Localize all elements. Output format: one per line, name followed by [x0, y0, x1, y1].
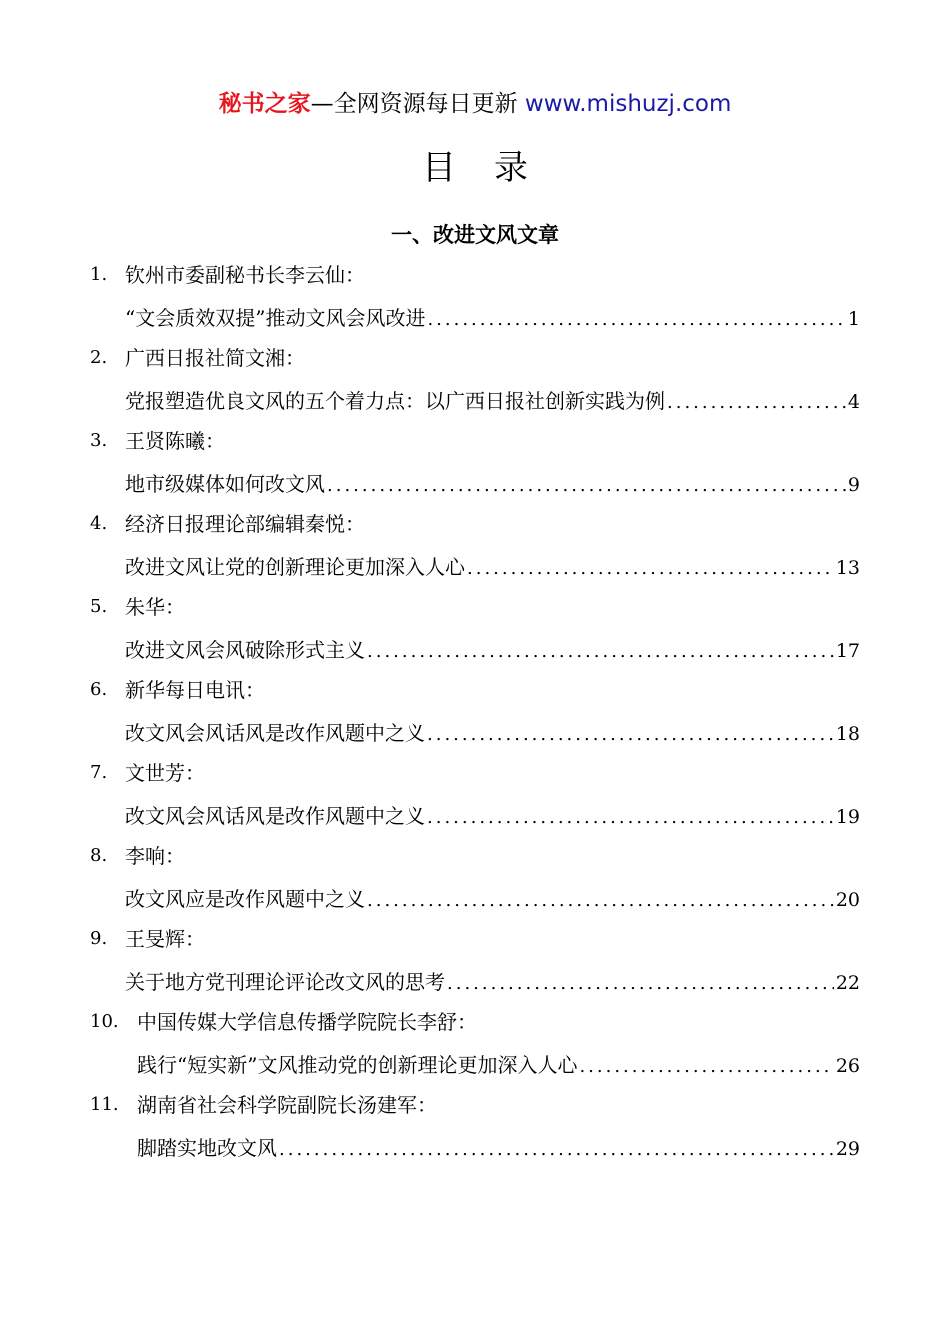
entry-title[interactable]: 改进文风会风破除形式主义 — [125, 638, 365, 662]
entry-page-number: 17 — [835, 640, 860, 662]
toc-entry[interactable] — [0, 422, 950, 505]
entry-number: 2. — [90, 347, 108, 368]
entry-number: 10. — [90, 1011, 119, 1032]
entry-author: 王旻辉： — [125, 927, 205, 951]
entry-page-number: 4 — [847, 391, 860, 413]
entry-number: 11. — [90, 1094, 119, 1115]
toc-entry[interactable] — [0, 837, 950, 920]
dot-leader — [579, 1048, 833, 1086]
entry-author: 朱华： — [125, 595, 185, 619]
entry-author: 钦州市委副秘书长李云仙： — [125, 263, 365, 287]
dot-leader — [427, 716, 834, 754]
entry-title[interactable]: 践行“短实新”文风推动党的创新理论更加深入人心 — [137, 1053, 578, 1077]
dot-leader — [367, 633, 834, 671]
entry-title-line[interactable] — [125, 797, 860, 835]
entry-title-line[interactable] — [125, 465, 860, 503]
toc-entry[interactable] — [0, 920, 950, 1003]
entry-title[interactable]: “文会质效双提”推动文风会风改进 — [125, 306, 426, 330]
entry-title-line[interactable] — [125, 631, 860, 669]
site-header — [0, 88, 950, 120]
entry-page-number: 19 — [835, 806, 860, 828]
entry-page-number: 26 — [835, 1055, 860, 1077]
entry-title-line[interactable] — [125, 963, 860, 1001]
entry-author: 湖南省社会科学院副院长汤建军： — [137, 1093, 437, 1117]
entry-page-number: 13 — [835, 557, 860, 579]
entry-author: 中国传媒大学信息传播学院院长李舒： — [137, 1010, 477, 1034]
toc-entry[interactable] — [0, 256, 950, 339]
entry-title[interactable]: 改文风应是改作风题中之义 — [125, 887, 365, 911]
dot-leader — [667, 384, 846, 422]
site-url-link[interactable]: www.mishuzj.com — [524, 91, 732, 117]
entry-title[interactable]: 地市级媒体如何改文风 — [125, 472, 325, 496]
entry-number: 9. — [90, 928, 108, 949]
entry-page-number: 9 — [847, 474, 860, 496]
entry-author: 经济日报理论部编辑秦悦： — [125, 512, 365, 536]
entry-page-number: 22 — [835, 972, 860, 994]
entry-title-line[interactable] — [137, 1129, 860, 1167]
entry-title[interactable]: 改文风会风话风是改作风题中之义 — [125, 721, 425, 745]
site-brand: 秘书之家 — [218, 91, 311, 117]
toc-entry[interactable] — [0, 505, 950, 588]
entry-number: 4. — [90, 513, 108, 534]
entry-title[interactable]: 党报塑造优良文风的五个着力点：以广西日报社创新实践为例 — [125, 389, 665, 413]
entry-page-number: 20 — [835, 889, 860, 911]
dot-leader — [447, 965, 834, 1003]
entry-author: 王贤陈曦： — [125, 429, 225, 453]
dot-leader — [279, 1131, 834, 1169]
entry-author: 文世芳： — [125, 761, 205, 785]
entry-title-line[interactable] — [125, 880, 860, 918]
entry-title[interactable]: 关于地方党刊理论评论改文风的思考 — [125, 970, 445, 994]
entry-author: 新华每日电讯： — [125, 678, 265, 702]
entry-number: 7. — [90, 762, 108, 783]
toc-entry[interactable] — [0, 588, 950, 671]
toc-entry[interactable] — [0, 1086, 950, 1169]
section-heading: 一、改进文风文章 — [391, 223, 559, 247]
entry-number: 3. — [90, 430, 108, 451]
dot-leader — [427, 799, 834, 837]
entry-number: 1. — [90, 264, 108, 285]
entry-page-number: 18 — [835, 723, 860, 745]
entry-number: 8. — [90, 845, 108, 866]
dot-leader — [467, 550, 834, 588]
entry-title-line[interactable] — [125, 548, 860, 586]
entry-author: 广西日报社简文湘： — [125, 346, 305, 370]
entry-title[interactable]: 脚踏实地改文风 — [137, 1136, 277, 1160]
toc-entry[interactable] — [0, 339, 950, 422]
site-tagline: —全网资源每日更新 — [310, 91, 525, 117]
entry-title-line[interactable] — [125, 299, 860, 337]
entry-title-line[interactable] — [125, 714, 860, 752]
entry-page-number: 29 — [835, 1138, 860, 1160]
dot-leader — [427, 301, 845, 339]
entry-number: 6. — [90, 679, 108, 700]
entry-title[interactable]: 改文风会风话风是改作风题中之义 — [125, 804, 425, 828]
toc-entry[interactable] — [0, 671, 950, 754]
entry-title[interactable]: 改进文风让党的创新理论更加深入人心 — [125, 555, 465, 579]
entry-number: 5. — [90, 596, 108, 617]
table-of-contents — [0, 256, 950, 1169]
dot-leader — [327, 467, 846, 505]
entry-title-line[interactable] — [137, 1046, 860, 1084]
dot-leader — [367, 882, 834, 920]
toc-entry[interactable] — [0, 1003, 950, 1086]
toc-entry[interactable] — [0, 754, 950, 837]
entry-title-line[interactable] — [125, 382, 860, 420]
entry-page-number: 1 — [847, 308, 860, 330]
page-title: 目录 — [422, 148, 566, 188]
entry-author: 李响： — [125, 844, 185, 868]
